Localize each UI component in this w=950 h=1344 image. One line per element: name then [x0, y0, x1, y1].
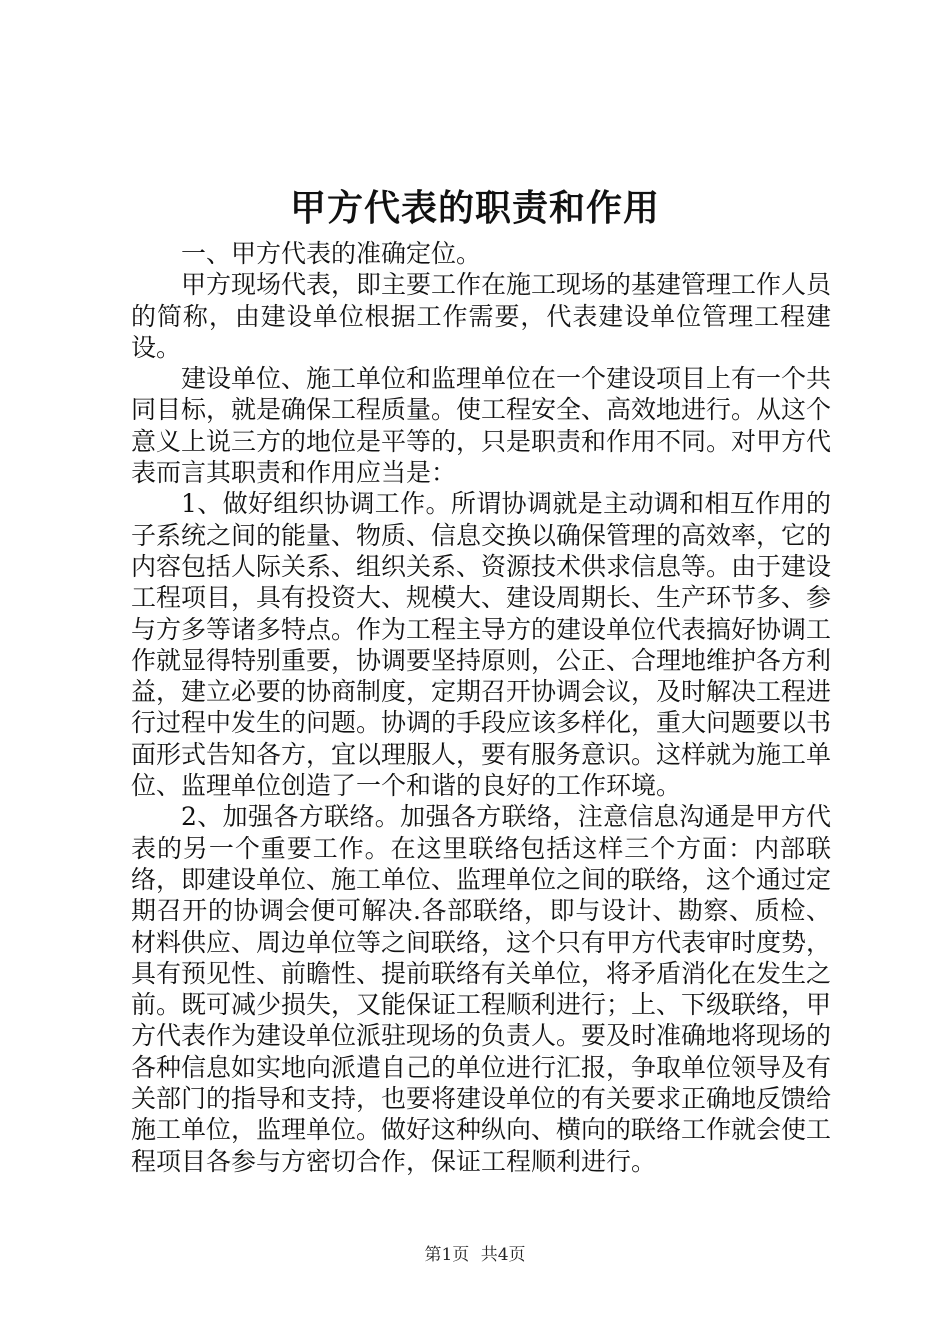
paragraph: 1、做好组织协调工作。所谓协调就是主动调和相互作用的子系统之间的能量、物质、信息交换以确保管理的高效率，它的内容包括人际关系、组织关系、资源技术供求信息等。由于建设工程项目，具有投资大、规模大、建设周期长、生产环节多、参与方多等诸多特点。作为工程主导方的建设单位代表搞好协调工作就显得特别重要，协调要坚持原则，公正、合理地维护各方利益，建立必要的协商制度，定期召开协调会议，及时解决工程进行过程中发生的问题。协调的手段应该多样化，重大问题要以书面形式告知各方，宜以理服人，要有服务意识。这样就为施工单位、监理单位创造了一个和谐的良好的工作环境。	[131, 489, 832, 801]
page-total: 共4页	[480, 1245, 526, 1265]
paragraph: 建设单位、施工单位和监理单位在一个建设项目上有一个共同目标，就是确保工程质量。使工程安全、高效地进行。从这个意义上说三方的地位是平等的，只是职责和作用不同。对甲方代表而言其职责和作用应当是：	[131, 364, 832, 488]
section-heading: 一、甲方代表的准确定位。	[181, 239, 482, 268]
page-number: 第1页	[424, 1245, 470, 1265]
page-footer	[0, 1244, 950, 1266]
paragraph: 甲方现场代表，即主要工作在施工现场的基建管理工作人员的简称，由建设单位根据工作需要，代表建设单位管理工程建设。	[131, 270, 832, 362]
paragraph: 2、加强各方联络。加强各方联络，注意信息沟通是甲方代表的另一个重要工作。在这里联络包括这样三个方面：内部联络，即建设单位、施工单位、监理单位之间的联络，这个通过定期召开的协调会便可解决.各部联络，即与设计、勘察、质检、材料供应、周边单位等之间联络，这个只有甲方代表审时度势，具有预见性、前瞻性、提前联络有关单位，将矛盾消化在发生之前。既可减少损失，又能保证工程顺利进行；上、下级联络，甲方代表作为建设单位派驻现场的负责人。要及时准确地将现场的各种信息如实地向派遣自己的单位进行汇报，争取单位领导及有关部门的指导和支持，也要将建设单位的有关要求正确地反馈给施工单位，监理单位。做好这种纵向、横向的联络工作就会使工程项目各参与方密切合作，保证工程顺利进行。	[131, 802, 832, 1176]
document-body	[131, 238, 831, 1177]
document-title: 甲方代表的职责和作用	[289, 187, 660, 229]
